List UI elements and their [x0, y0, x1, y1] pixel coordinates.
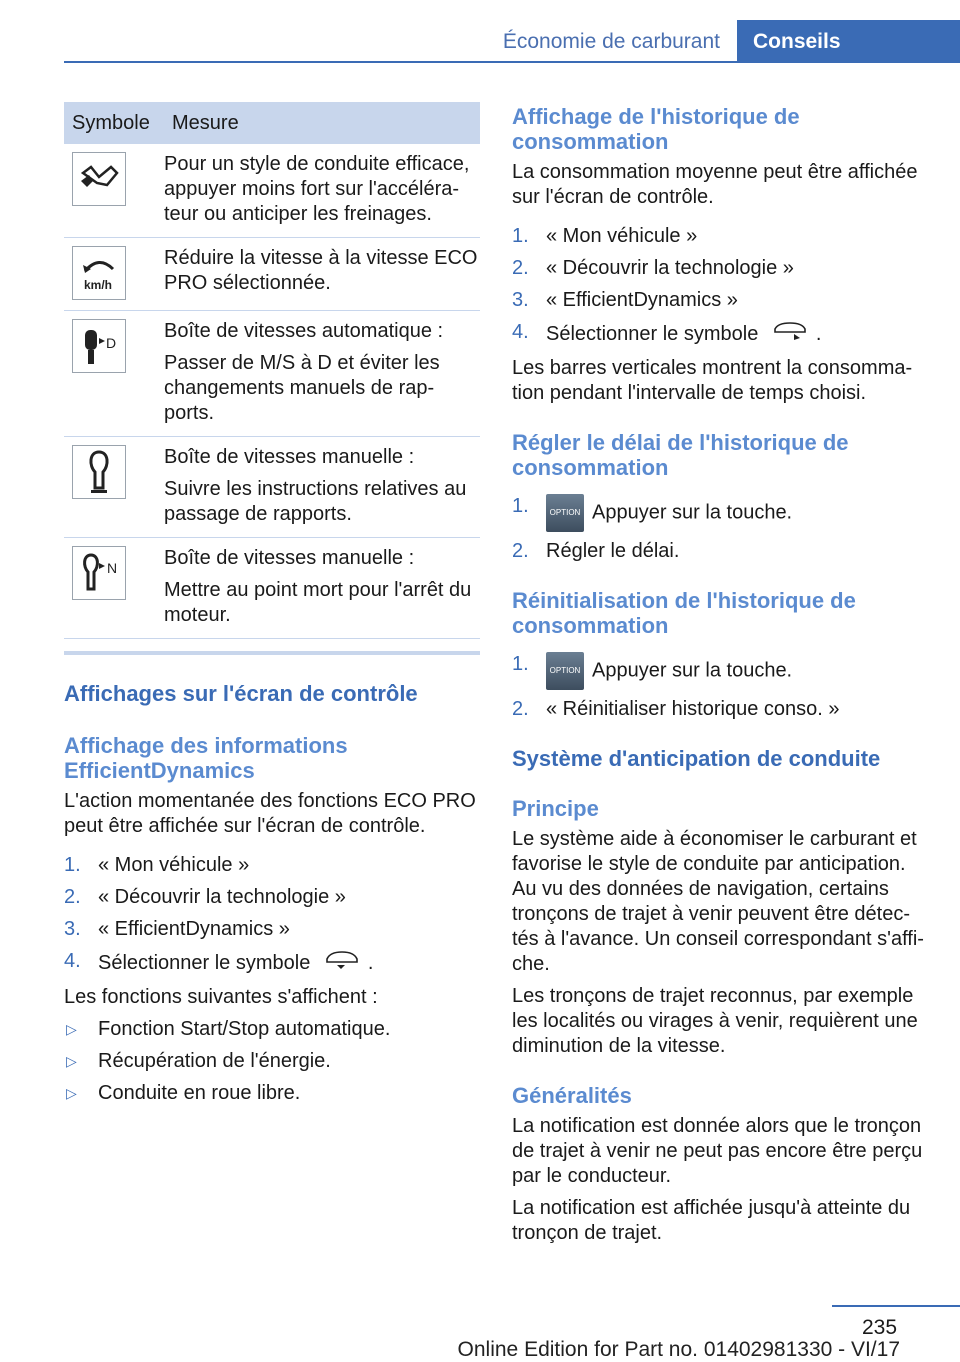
speed-kmh-icon	[72, 246, 126, 300]
symbol-table	[64, 102, 480, 639]
section-title: Économie de carburant	[502, 30, 720, 53]
gear-n-icon-label: N	[107, 560, 118, 576]
heading-general: Généralités	[512, 1083, 632, 1108]
delay-steps-list	[512, 494, 928, 564]
heading-reset: Réinitialisation de l'historique de consommation	[512, 588, 856, 638]
header-rule	[64, 61, 960, 63]
heading-display: Affichages sur l'écran de contrôle	[64, 681, 418, 706]
footer-rule	[832, 1305, 960, 1307]
paragraph-functions: Les fonctions suivantes s'affichent :	[64, 986, 378, 1008]
table-row	[64, 144, 480, 238]
functions-list	[64, 1017, 480, 1106]
option-button-icon: OPTION	[546, 494, 584, 532]
paragraph-bars: Les barres verticales montrent la consomma-tion pendant l'intervalle de temps choisi.	[512, 357, 913, 404]
list-item: 3. « EfficientDynamics »	[512, 289, 738, 311]
paragraph-history: La consommation moyenne peut être affichée sur l'écran de contrôle.	[512, 161, 918, 208]
page-header	[0, 0, 960, 62]
list-item: ▷ Récupération de l'énergie.	[66, 1050, 331, 1072]
table-row	[64, 311, 480, 437]
table-cell-text: Réduire la vitesse à la vitesse ECO PRO sélectionnée.	[164, 247, 478, 294]
chapter-tab: Conseils	[737, 20, 960, 61]
paragraph-general-2: La notification est affichée jusqu'à atteinte du tronçon de trajet.	[512, 1197, 911, 1244]
table-cell-text: Passer de M/S à D et éviter les changements manuels de rap-ports.	[164, 352, 440, 424]
paragraph-principle-1: Le système aide à économiser le carburant et favorise le style de conduite par anticipation. Au vu des données de navigation, certains tronçons de trajet à venir peuvent être détec-tés à l'avance. Un conseil correspondant s'affi-che.	[512, 828, 924, 975]
heading-principle: Principe	[512, 796, 599, 821]
table-row	[64, 238, 480, 311]
car-efficiency-icon	[324, 949, 360, 978]
car-history-icon	[772, 320, 808, 349]
steps-list	[64, 853, 480, 978]
foot-pedal-icon	[72, 152, 126, 206]
page-number: 235	[862, 1316, 898, 1339]
heading-anticipation: Système d'anticipation de conduite	[512, 746, 881, 771]
table-cell-text: Boîte de vitesses manuelle :	[164, 547, 415, 569]
col-symbol-header: Symbole	[64, 102, 164, 144]
table-cell-text: Boîte de vitesses automatique :	[164, 320, 444, 342]
table-cell-text: Mettre au point mort pour l'arrêt du moteur.	[164, 579, 472, 626]
gear-n-icon	[72, 546, 126, 600]
history-steps-list	[512, 224, 928, 349]
list-item: 2. Régler le délai.	[512, 540, 680, 562]
list-item: 2. « Réinitialiser historique conso. »	[512, 698, 840, 720]
list-item: 1. « Mon véhicule »	[512, 225, 698, 247]
paragraph-general-1: La notification est donnée alors que le tronçon de trajet à venir ne peut pas encore être perçu par le conducteur.	[512, 1115, 923, 1187]
list-item: ▷ Conduite en roue libre.	[66, 1082, 301, 1104]
section-divider	[64, 651, 480, 655]
list-item: 1. OPTION Appuyer sur la touche.	[512, 652, 928, 690]
table-cell-text: Suivre les instructions relatives au passage de rapports.	[164, 478, 467, 525]
edition-footer: Online Edition for Part no. 01402981330 - VI/17	[457, 1338, 900, 1361]
paragraph-info: L'action momentanée des fonctions ECO PRO peut être affichée sur l'écran de contrôle.	[64, 790, 476, 837]
left-column	[64, 102, 480, 1113]
gear-shift-icon	[72, 445, 126, 499]
table-header-row	[64, 102, 480, 144]
list-item: ▷ Fonction Start/Stop automatique.	[66, 1018, 391, 1040]
list-item: 1. « Mon véhicule »	[64, 854, 250, 876]
col-measure-header: Mesure	[164, 102, 480, 144]
list-item: 3. « EfficientDynamics »	[64, 918, 290, 940]
right-column	[512, 104, 928, 1253]
gear-d-icon	[72, 319, 126, 373]
heading-history: Affichage de l'historique de consommation	[512, 104, 800, 154]
list-item: 2. « Découvrir la technologie »	[512, 257, 794, 279]
heading-info: Affichage des informations EfficientDynamics	[64, 733, 348, 783]
table-row	[64, 538, 480, 639]
list-item: 2. « Découvrir la technologie »	[64, 886, 346, 908]
reset-steps-list	[512, 652, 928, 722]
table-cell-text: Boîte de vitesses manuelle :	[164, 446, 415, 468]
paragraph-principle-2: Les tronçons de trajet reconnus, par exemple les localités ou virages à venir, requièrent une diminution de la vitesse.	[512, 985, 918, 1057]
table-cell-text: Pour un style de conduite efficace, appuyer moins fort sur l'accéléra-teur ou anticiper les freinages.	[164, 153, 470, 225]
speed-kmh-icon-label: km/h	[84, 278, 113, 292]
table-row	[64, 437, 480, 538]
list-item: 1. OPTION Appuyer sur la touche.	[512, 494, 928, 532]
heading-delay: Régler le délai de l'historique de consommation	[512, 430, 849, 480]
gear-d-icon-label: D	[106, 335, 117, 351]
option-button-icon: OPTION	[546, 652, 584, 690]
list-item: 4. Sélectionner le symbole .	[64, 949, 480, 978]
list-item: 4. Sélectionner le symbole .	[512, 320, 928, 349]
